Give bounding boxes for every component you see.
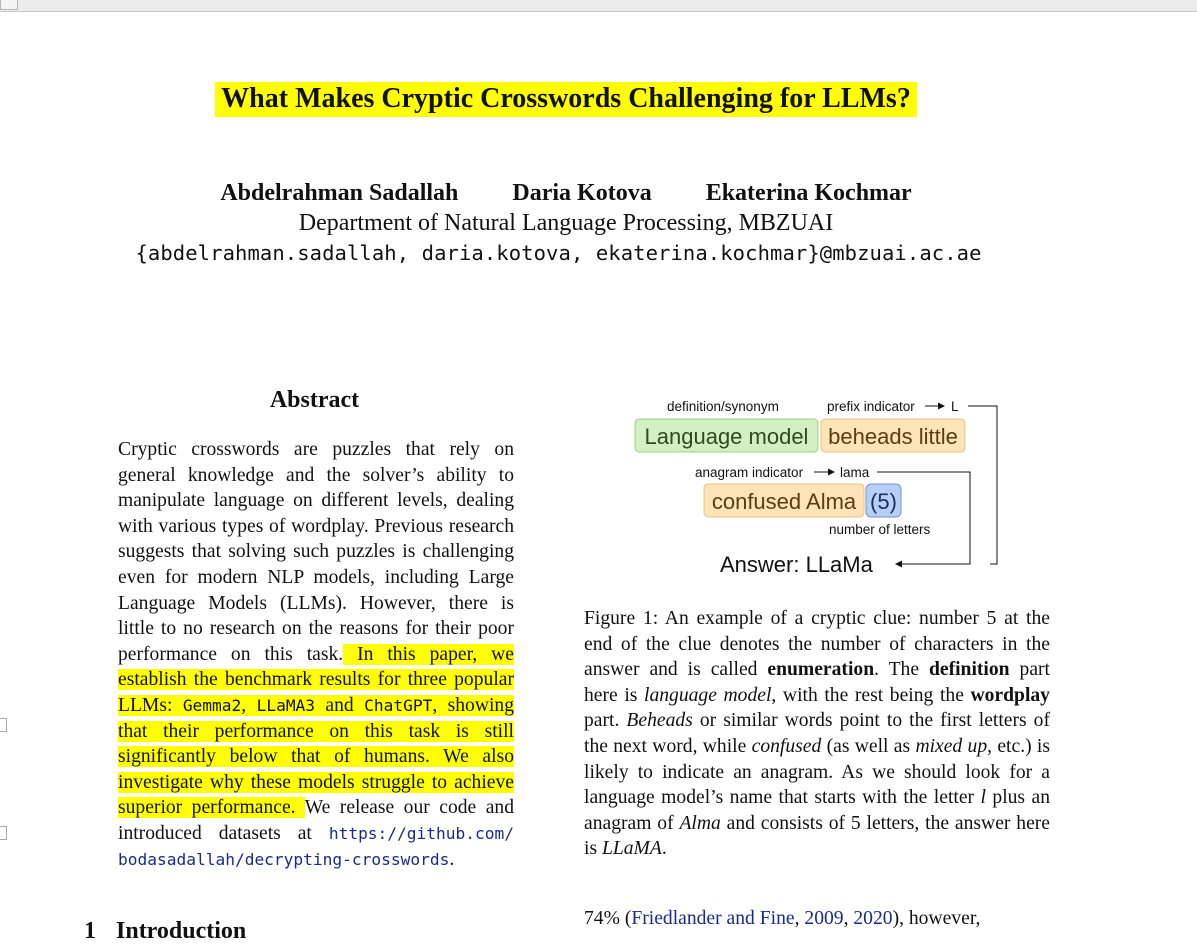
- section-number: 1: [84, 918, 96, 944]
- author-name: Daria Kotova: [512, 180, 652, 206]
- section-title: Introduction: [116, 918, 247, 944]
- caption-text: Figure 1: An example of a cryptic clue: number 5 at the end of the clue denotes the number of characters in the answer and is called: [584, 608, 1050, 681]
- caption-text: plus an anagram of: [584, 787, 1050, 834]
- caption-bold: enumeration: [767, 659, 875, 681]
- enumeration-text: (5): [870, 489, 897, 514]
- abstract-text: We release our code and introduced datasets at: [118, 797, 514, 844]
- caption-text: part here is: [584, 659, 1050, 706]
- caption-text: . The: [874, 659, 929, 681]
- caption-italic: LLaMA: [601, 838, 662, 860]
- body-text: ,: [794, 908, 805, 929]
- caption-text: part.: [584, 710, 627, 732]
- label-anagram-indicator: anagram indicator: [695, 465, 804, 480]
- title-block: [0, 82, 1132, 116]
- model-name: ChatGPT: [364, 695, 433, 715]
- annotation-margin-mark[interactable]: [0, 718, 7, 732]
- body-text: 74% (: [584, 908, 632, 929]
- caption-text: or similar words point to the first letters of the next word, while: [584, 710, 1050, 757]
- author-emails: {abdelrahman.sadallah, daria.kotova, ekaterina.kochmar}@mbzuai.ac.ae: [135, 241, 982, 265]
- abstract-text: Cryptic crosswords are puzzles that rely on general knowledge and the solver’s ability to manipulate language on different levels, dealing with various types of wordplay. Previous research suggests that solving such puzzles is challenging even for modern NLP models, including Large Language Models (LLMs). However, there is little to no research on the reasons for their poor performance on this task.: [118, 439, 514, 665]
- figure-caption: [584, 606, 1050, 862]
- caption-text: (as well as: [821, 735, 916, 757]
- word-lama: lama: [840, 465, 870, 480]
- abstract-text: , showing that their performance on this task is still significantly below that of humans. We also investigate why these models struggle to achieve superior performance.: [118, 694, 515, 819]
- caption-italic: language model: [644, 684, 772, 706]
- caption-italic: confused: [751, 735, 822, 757]
- citation-year-link[interactable]: 2020: [853, 908, 893, 929]
- abstract-text: In this paper, we establish the benchmark results for three popular LLMs:: [118, 643, 514, 716]
- viewer-tab-corner[interactable]: [0, 0, 18, 10]
- caption-text: , etc.) is likely to indicate an anagram. As we should look for a language model’s name that starts with the letter: [584, 735, 1050, 809]
- author-name: Abdelrahman Sadallah: [220, 180, 459, 206]
- model-name: Gemma2: [182, 695, 242, 715]
- annotation-margin-mark[interactable]: [0, 826, 7, 840]
- abstract-text: and: [315, 694, 365, 716]
- prefix-text: beheads little: [828, 424, 958, 449]
- abstract-heading: Abstract: [269, 387, 360, 413]
- caption-italic: l: [980, 787, 986, 809]
- abstract-text: .: [449, 848, 455, 870]
- paper-title: What Makes Cryptic Crosswords Challenging for LLMs?: [215, 82, 917, 117]
- caption-italic: mixed up: [915, 735, 988, 757]
- label-prefix-indicator: prefix indicator: [827, 399, 915, 414]
- highlighted-text: [118, 644, 514, 819]
- abstract-text: ,: [241, 694, 257, 716]
- caption-italic: Alma: [679, 812, 721, 834]
- answer-text: Answer: LLaMa: [720, 552, 873, 577]
- letter-l: L: [951, 399, 959, 414]
- github-link[interactable]: https://github.com/ bodasadallah/decrypting-crosswords: [118, 823, 514, 869]
- label-number-of-letters: number of letters: [829, 522, 931, 537]
- caption-bold: definition: [929, 659, 1010, 681]
- caption-bold: wordplay: [970, 684, 1050, 706]
- citation-link[interactable]: Friedlander and Fine: [631, 908, 795, 929]
- body-text: ), however,: [892, 908, 981, 929]
- figure-1-diagram: [584, 390, 1054, 580]
- author-name: Ekaterina Kochmar: [705, 180, 912, 206]
- label-definition: definition/synonym: [667, 399, 779, 414]
- author-list: [0, 180, 1132, 207]
- citation-year-link[interactable]: 2009: [804, 908, 844, 929]
- abstract-body: [118, 437, 514, 872]
- section-heading-introduction: [84, 918, 246, 945]
- body-text: ,: [843, 908, 854, 929]
- definition-text: Language model: [644, 424, 809, 449]
- affiliation: Department of Natural Language Processing, MBZUAI: [298, 210, 834, 236]
- body-text-line: [584, 908, 1054, 930]
- caption-italic: Beheads: [626, 710, 693, 732]
- caption-text: .: [661, 838, 667, 860]
- connector-l: [968, 406, 997, 564]
- viewer-top-bar: [0, 0, 1197, 12]
- anagram-text: confused Alma: [711, 489, 857, 514]
- caption-text: and consists of 5 letters, the answer here is: [584, 812, 1050, 860]
- model-name: LLaMA3: [256, 695, 316, 715]
- caption-text: , with the rest being the: [771, 684, 971, 706]
